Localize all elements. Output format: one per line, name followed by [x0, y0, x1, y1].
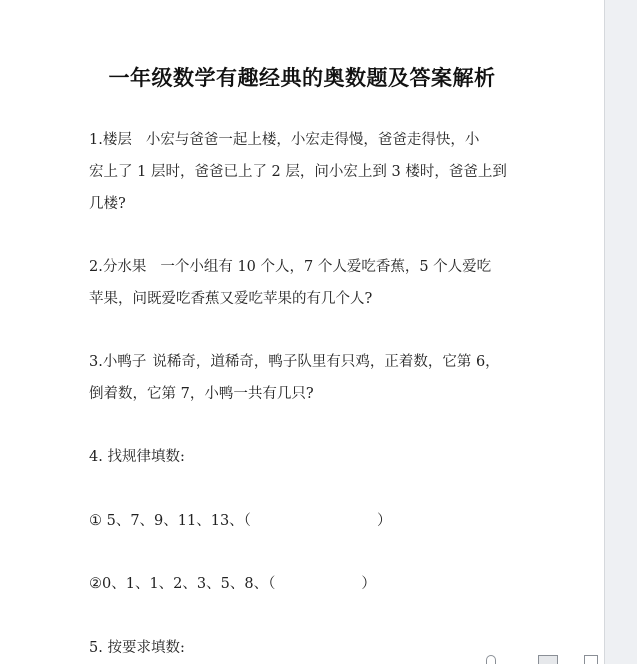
question-5-heading-text: 5. 按要求填数:: [89, 640, 185, 656]
question-3-line-1: 说稀奇，道稀奇，鸭子队里有只鸡，正着数，它第 6，: [152, 354, 500, 370]
question-2-line-2: 苹果，问既爱吃香蕉又爱吃苹果的有几个人?: [89, 291, 373, 307]
question-2-line-1: 一个小组有 10 个人，7 个人爱吃香蕉，5 个人爱吃: [160, 259, 492, 275]
zoom-icon[interactable]: [486, 655, 496, 664]
question-3-heading: 3.小鸭子: [89, 354, 147, 370]
question-4-heading: [89, 441, 529, 473]
question-4-item-1-close: ）: [376, 513, 392, 529]
page-view-icon[interactable]: [538, 655, 558, 664]
question-2-heading: 2.分水果: [89, 259, 147, 275]
question-1-line-3: 几楼?: [89, 196, 126, 212]
question-1-heading: 1.楼层: [89, 132, 132, 148]
question-4-item-2: [89, 568, 529, 600]
question-4-item-1: [89, 505, 529, 537]
question-5-heading: [89, 632, 529, 664]
document-title: 一年级数学有趣经典的奥数题及答案解析: [108, 66, 496, 90]
page-gutter: [604, 0, 637, 664]
question-1-line-2: 宏上了 1 层时，爸爸已上了 2 层，问小宏上到 3 楼时，爸爸上到: [89, 164, 507, 180]
status-bar: [480, 652, 637, 664]
question-4-item-2-close: ）: [361, 576, 376, 592]
question-1: [89, 124, 529, 220]
question-4-heading-text: 4. 找规律填数:: [89, 449, 185, 465]
question-4-item-1-text: ① 5、7、9、11、13、（: [89, 513, 251, 529]
question-4-item-2-text: ②0、1、1、2、3、5、8、（: [89, 576, 276, 592]
layout-icon[interactable]: [584, 655, 598, 664]
question-2: [89, 251, 529, 315]
question-3-line-2: 倒着数，它第 7，小鸭一共有几只?: [89, 386, 314, 402]
question-1-line-1: 小宏与爸爸一起上楼，小宏走得慢，爸爸走得快，小: [145, 132, 480, 148]
question-3: [89, 346, 529, 410]
